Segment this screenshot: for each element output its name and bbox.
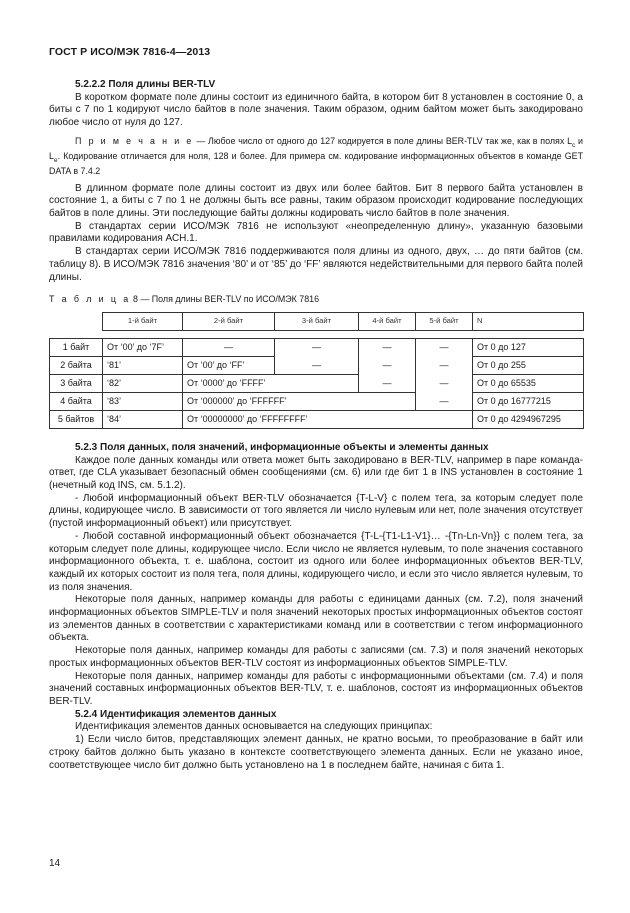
paragraph: 1) Если число битов, представляющих элемент данных, не кратно восьми, то преобразование в байт или строку байтов должно быть указано в контексте соответствующего элемента данных. Если не указано иное, соответствующее число бит должно быть установлено на 1 в последнем байте, начиная с бита 1. (49, 734, 583, 771)
table-spacer-row (50, 330, 584, 338)
row-label: 1 байт (50, 338, 103, 356)
table-8-length-fields (49, 312, 584, 429)
paragraph: Некоторые поля данных, например команды для работы с информационными объектами (см. 7.4) и поля значений составных информационных объектов BER-TLV, т. е. шаблонов, состоят из информационных объектов BER-TLV. (49, 670, 583, 707)
table-header-cell: 2-й байт (183, 312, 275, 330)
table-corner-cell (50, 312, 103, 330)
table-header-cell: 4-й байт (359, 312, 416, 330)
cell-byte2: От ‘00’ до ‘FF’ (183, 356, 275, 374)
table-row (50, 356, 584, 374)
row-label: 5 байтов (50, 410, 103, 428)
cell-byte5: — (416, 374, 473, 392)
note-label: П р и м е ч а н и е (75, 135, 194, 146)
cell-byte5: — (416, 356, 473, 374)
cell-byte1: От ‘00’ до ‘7F’ (103, 338, 183, 356)
table-header-cell: 1-й байт (103, 312, 183, 330)
table-row (50, 374, 584, 392)
cell-byte1: ‘84’ (103, 410, 183, 428)
paragraph: Некоторые поля данных, например команды для работы с записями (см. 7.3) и поля значений некоторых простых информационных объектов BER-TLV состоят из информационных объектов SIMPLE-TLV. (49, 645, 583, 669)
section-heading-523: 5.2.3 Поля данных, поля значений, информационные объекты и элементы данных (75, 441, 489, 453)
cell-byte2: — (183, 338, 275, 356)
table-header-cell: 5-й байт (416, 312, 473, 330)
table-caption-label: Т а б л и ц а (49, 294, 131, 305)
note-text-b: и L (49, 135, 584, 161)
section-heading-524: 5.2.4 Идентификация элементов данных (75, 708, 277, 720)
table-caption-text: 8 — Поля длины BER-TLV по ИСО/МЭК 7816 (130, 294, 320, 305)
paragraph: Каждое поле данных команды или ответа может быть закодировано в BER-TLV, например в паре команда-ответ, где CLA указывает безопасный обмен сообщениями (см. 6) или где бит 1 в INS установлен в состояние 1 (нечетный код INS, см. 5.1.2). (49, 454, 583, 492)
cell-n: От 0 до 255 (473, 356, 584, 374)
cell-byte3: — (275, 338, 359, 356)
cell-byte5: — (416, 392, 473, 410)
running-header: ГОСТ Р ИСО/МЭК 7816-4—2013 (49, 46, 211, 58)
cell-byte1: ‘83’ (103, 392, 183, 410)
cell-byte4: — (359, 338, 416, 356)
cell-byte4: — (359, 356, 416, 374)
note-subscript-c: c (572, 141, 576, 149)
cell-byte1: ‘82’ (103, 374, 183, 392)
note-text-c: . Кодирование отличается для ноля, 128 и более. Для примера см. кодирование информационных объектов в команде GET DATA в 7.4.2 (49, 151, 583, 177)
row-label: 3 байта (50, 374, 103, 392)
note-text-a: — Любое число от одного до 127 кодируется в поле длины BER-TLV так же, как в полях L (193, 135, 573, 146)
paragraph: В стандартах серии ИСО/МЭК 7816 поддерживаются поля длины из одного, двух, … до пяти байтов (см. таблицу 8). В ИСО/МЭК 7816 значения ‘80’ и от ‘85’ до ‘FF’ являются недействительными для первого байта полей длины. (49, 246, 583, 283)
cell-n: От 0 до 16777215 (473, 392, 584, 410)
table-header-cell: N (473, 312, 584, 330)
table-header-row (50, 312, 584, 330)
paragraph: В стандартах серии ИСО/МЭК 7816 не используют «неопределенную длину», указанную базовыми правилами кодирования АСН.1. (49, 220, 583, 245)
cell-byte2-3: От ‘0000’ до ‘FFFF’ (183, 374, 359, 392)
note (49, 136, 583, 178)
table-caption (49, 293, 583, 306)
table-row (50, 392, 584, 410)
cell-n: От 0 до 4294967295 (473, 410, 584, 428)
cell-n: От 0 до 127 (473, 338, 584, 356)
section-heading-5222: 5.2.2.2 Поля длины BER-TLV (75, 79, 216, 90)
page-content (49, 79, 583, 772)
paragraph: Идентификация элементов данных основывается на следующих принципах: (75, 721, 433, 733)
cell-byte3: — (275, 356, 359, 374)
note-subscript-e: e (53, 156, 58, 164)
page-number: 14 (49, 858, 61, 869)
cell-n: От 0 до 65535 (473, 374, 584, 392)
paragraph: - Любой информационный объект BER-TLV обозначается {T-L-V} с полем тега, за которым следует поле длины, кодирующее число. В зависимости от того является ли число нулевым или нет, поле значения отсутствует (пустой информационный объект) или присутствует. (49, 492, 583, 530)
paragraph: В длинном формате поле длины состоит из двух или более байтов. Бит 8 первого байта установлен в состояние 1, а биты с 7 по 1 не должны быть все равны, таким образом происходит кодирование последующих байтов в поле длины. Эти последующие байты должны кодировать число байтов в поле значения. (49, 182, 583, 219)
table-row (50, 410, 584, 428)
table-row (50, 338, 584, 356)
paragraph: Некоторые поля данных, например команды для работы с единицами данных (см. 7.2), поля значений информационных объектов SIMPLE-TLV и поля значений некоторых простых информационных объектов состоят из элементов данных в соответствии с характеристиками команд или в соответствии с тегом информационного объекта. (49, 594, 583, 644)
row-label: 4 байта (50, 392, 103, 410)
cell-byte2-5: От ‘00000000’ до ‘FFFFFFFF’ (183, 410, 473, 428)
paragraph: В коротком формате поле длины состоит из единичного байта, в котором бит 8 установлен в состояние 0, а биты с 7 по 1 кодируют число байтов в поле значения. Таким образом, одним байтом может быть закодировано любое число от нуля до 127. (49, 91, 583, 129)
cell-byte5: — (416, 338, 473, 356)
cell-byte4: — (359, 374, 416, 392)
paragraph: - Любой составной информационный объект обозначается {T-L-{T1-L1-V1}… -{Tn-Ln-Vn}} с полем тега, за которым следует поле длины, кодирующее число. Если число не является нулевым, то поле значения составного информационного объекта, т. е. шаблона, состоит из одного или более информационных объектов BER-TLV, каждый их которых состоит из поля тега, поля длины, кодирующего число, и если это число является нулевым, то из поля значения. (49, 530, 583, 593)
cell-byte1: ‘81’ (103, 356, 183, 374)
cell-byte2-4: От ‘000000’ до ‘FFFFFF’ (183, 392, 416, 410)
row-label: 2 байта (50, 356, 103, 374)
table-header-cell: 3-й байт (275, 312, 359, 330)
